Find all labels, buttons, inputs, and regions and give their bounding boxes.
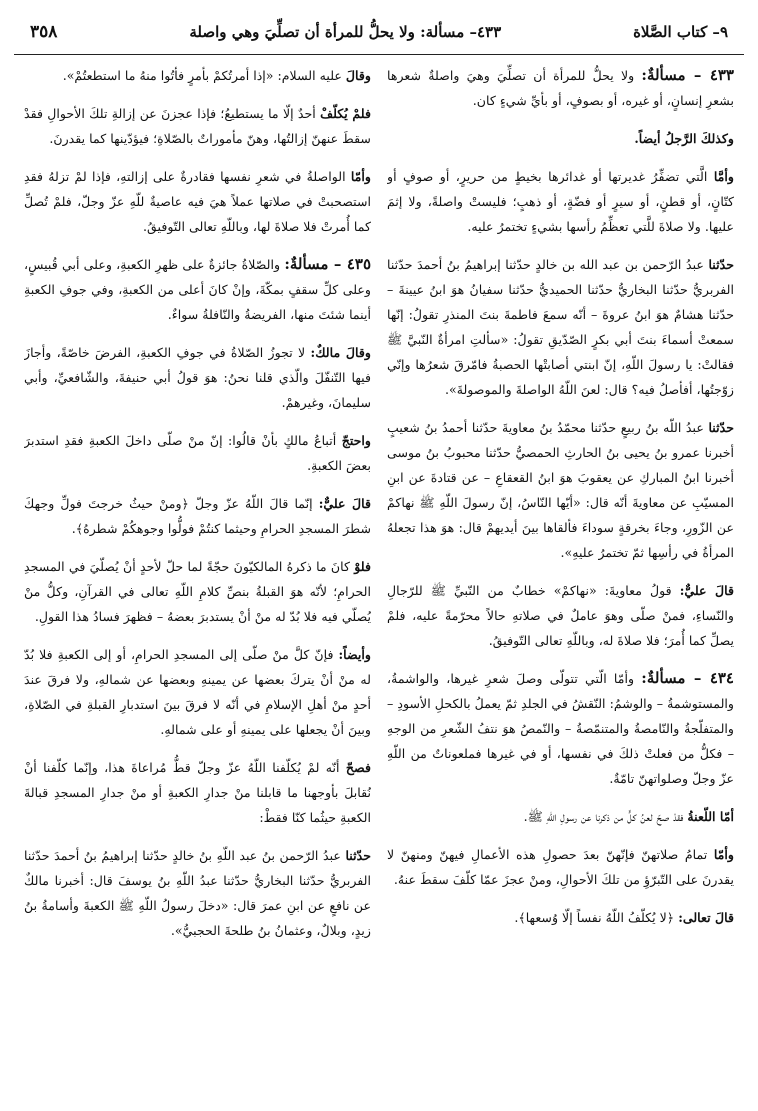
paragraph: قالَ عليٌّ: إنّما قالَ اللّهُ عزّ وجلّ ﴿ومنْ حيثُ خرجتَ فولِّ وجهكَ شطرَ المسجدِ الحرامِ وحيثما كنتُمْ فولُّوا وجوهكُمْ شطرهُ﴾. xyxy=(24,496,371,536)
paragraph: وأمّا الواصلةُ في شعرِ نفسها فقادرةٌ على إزالتهِ، فإذا لمْ تزلهُ فقدِ استصحبتْ في صلاتها عملاً هيَ فيه عاصيةٌ للّهِ عزّ وجلّ، فلمْ تُصلِّ كما أُمرتْ فلا صلاةَ لها، وباللّهِ تعالى التّوفيقُ. xyxy=(24,169,371,234)
left-column xyxy=(24,63,371,1103)
paragraph: وأمَّا الَّتي تضفِّرُ غديرتها أو غدائرها بخيطٍ من حريرٍ، أو صوفٍ أو كتّانٍ، أو قطنٍ، أو سيرٍ أو فضّةٍ، أو ذهبٍ؛ فليستْ واصلةً، ولا إثمَ عليها. ولا صلاةَ للَّتي تعظِّمُ رأسها بشيءٍ تختمرُ عليه. xyxy=(387,169,734,234)
paragraph: فصحّ أنّه لمْ يُكلّفنا اللّهُ عزّ وجلّ قطُّ مُراعاةَ هذا، وإنّما كلّفنا أنْ نُقابلَ بأوجهنا ما قابلنا منْ جدارِ الكعبةِ أو منْ جدارِ المسجدِ قبالةَ الكعبةِ حيثُما كنّا فقطْ: xyxy=(24,760,371,825)
paragraph: ٤٣٥ – مسألةٌ: والصّلاةُ جائزةٌ على ظهرِ الكعبةِ، وعلى أبي قُبيسٍ، وعلى كلِّ سقفٍ بمكّةَ، وإنْ كانَ أعلى من الكعبةِ، وفي جوفِ الكعبةِ أينما شئتَ منها، الفريضةُ والنّافلةُ سواءٌ. xyxy=(24,255,371,322)
paragraph: ٤٣٤ – مسألةٌ: وأمّا الّتي تتولّى وصلَ شعرِ غيرها، والواشمةُ، والمستوشمةُ – والوشمُ: النّقشُ في الجلدِ ثمّ يعملُ بالكحلِ الأسودِ – والمتفلّجةُ والنّامصةُ والمتنمّصةُ – والنّمصُ هوَ نتفُ الشّعرِ من الوجهِ – فكلُّ من فعلتْ ذلكَ في نفسها، أو في غيرها فملعوناتٌ من اللّهِ عزّ وجلّ وصلواتهنّ تامّةٌ. xyxy=(387,669,734,786)
paragraph: أمّا اللّعنةُ فقدْ صحّ لعنُ كلٍّ من ذكرنا عن رسولِ اللّهِ ﷺ. xyxy=(523,809,734,824)
running-header xyxy=(14,10,744,55)
paragraph: ٤٣٣ – مسألةٌ: ولا يحلُّ للمرأة أن تصلِّيَ وهيَ واصلةٌ شعرها بشعرِ إنسانٍ، أو غيره، أو بصوفٍ، أو بأيِّ شيءٍ كان. xyxy=(387,66,734,108)
paragraph: فلمْ يُكلّفْ أحدٌ إلّا ما يستطيعُ؛ فإذا عجزنَ عن إزالةِ تلكَ الأحوالِ فقدْ سقطَ عنهنّ إزالتُها، وهنّ مأموراتٌ بالصّلاةِ؛ فيؤدّينها كما يقدرنَ. xyxy=(24,106,371,146)
section-title: ٤٣٣– مسألة: ولا يحلُّ للمرأة أن تصلِّيَ وهي واصلة xyxy=(189,23,502,41)
hadith-paragraph: حدّثنا عبدُ اللّه بنُ ربيعٍ حدّثنا محمّدُ بنُ معاويةَ حدّثنا أحمدُ بنُ شعيبٍ أخبرنا عمرو بنُ يحيى بنُ الحارثِ الحمصيُّ حدّثنا محبوبُ بنُ موسى أخبرنا ابنُ المباركِ عن يعقوبَ هوَ ابنُ القعقاعِ – عن قتادةَ عن ابنِ المسيّبِ عن معاويةَ أنّه قال: «أيّها النّاسُ، إنّ رسولَ اللّهِ ﷺ نهاكمْ عن الزّورِ، وجاءَ بخرقةٍ سوداءَ فألقاها بينَ أيديهمْ قال: هوَ هذا تجعلهُ المرأةُ في رأسِها ثمّ تختمرُ عليهِ». xyxy=(387,420,734,560)
paragraph: قالَ عليٌّ: قولُ معاويةَ: «نهاكمْ» خطابٌ من النّبيِّ ﷺ للرّجالِ والنّساءِ، فمنْ صلّى وهوَ عاملٌ في صلاتهِ حالاً محرّمةً عليه، فلمْ يصلِّ كما أُمرَ؛ فلا صلاةَ له، وباللّهِ تعالى التّوفيقُ. xyxy=(387,583,734,648)
paragraph: وأمّا تمامُ صلاتهنّ فإنّهنّ بعدَ حصولِ هذه الأعمالِ فيهنّ ومنهنّ لا يقدرنَ على التّبرّؤِ من تلكَ الأحوالِ، ومنْ عجزَ عمّا كلّفَ سقطَ عنهُ. xyxy=(387,847,734,887)
hadith-paragraph: حدّثنا عبدُ الرّحمن بن عبد الله بن خالدٍ حدّثنا إبراهيمُ بنُ أحمدَ حدّثنا الفربريُّ حدّثنا البخاريُّ حدّثنا الحميديُّ حدّثنا سفيانُ هوَ ابنُ عيينةَ – حدّثنا هشامٌ هوَ ابنُ عروةَ – أنّه سمعَ فاطمةَ بنتَ المنذرِ تقولُ: إنّها سمعتْ أسماءَ بنتَ أبي بكرٍ الصّدّيقِ تقولُ: «سألتِ امرأةٌ النّبيَّ ﷺ فقالتْ: يا رسولَ اللّهِ، إنّ ابنتي أصابتْها الحصبةُ فامّرقَ شعرُها وإنّي زوّجتُها، أفأصلُ فيه؟ قال: لعنَ اللّهُ الواصلةَ والموصولةَ». xyxy=(387,257,734,397)
right-column xyxy=(387,63,734,1103)
paragraph: فلوْ كانَ ما ذكرهُ المالكيّونَ حجّةً لما حلّ لأحدٍ أنْ يُصلّيَ في المسجدِ الحرامِ؛ لأنّه هوَ القبلةُ بنصِّ كلامِ اللّهِ تعالى في القرآنِ، وكلُّ منْ يُصلّي فيه فلا بُدّ له منْ أنْ يستدبرَ بعضهُ – فظهرَ فسادُ هذا القولِ. xyxy=(24,559,371,624)
paragraph: وأيضاً: فإنّ كلَّ منْ صلّى إلى المسجدِ الحرامِ، أو إلى الكعبةِ فلا بُدّ له منْ أنْ يتركَ بعضها عن يمينهِ وبعضها عن شمالهِ، ولا فرقَ عندَ أحدٍ منْ أهلِ الإسلامِ في أنّه لا فرقَ بينَ استدبارِ القبلةِ في الصّلاةِ، وبينَ أنْ يجعلها على يمينهِ أو على شمالهِ. xyxy=(24,647,371,737)
book-title: ٩– كتاب الصَّلاة xyxy=(633,23,728,41)
paragraph: قالَ تعالى: ﴿لا يُكلّفُ اللّهُ نفساً إلّا وُسعها﴾. xyxy=(514,910,734,925)
paragraph: وقالَ عليه السلام: «إذا أمرتُكمْ بأمرٍ فأتُوا منهُ ما استطعتُمْ». xyxy=(62,68,371,83)
page-number: ٣٥٨ xyxy=(30,22,58,42)
paragraph: وكذلكَ الرَّجلُ أيضاً. xyxy=(634,131,734,146)
paragraph: وقالَ مالكٌ: لا تجوزُ الصّلاةُ في جوفِ الكعبةِ، الفرضَ خاصّةً، وأجازَ فيها التّنفّلَ والّذي قلنا نحنُ: هوَ قولُ أبي حنيفةَ، والشّافعيِّ، وأبي سليمانَ، وغيرهمْ. xyxy=(24,345,371,410)
text-columns xyxy=(14,55,744,1103)
hadith-paragraph: حدّثنا عبدُ الرّحمن بنُ عبد اللّهِ بنُ خالدٍ حدّثنا إبراهيمُ بنُ أحمدَ حدّثنا الفربريُّ حدّثنا البخاريُّ حدّثنا عبدُ اللّهِ بنُ يوسفَ قال: أخبرنا مالكٌ عن نافعٍ عن ابنِ عمرَ قال: «دخلَ رسولُ اللّهِ ﷺ الكعبةَ وأسامةُ بنُ زيدٍ، وبلالٌ، وعثمانُ بنُ طلحةَ الحجبيُّ». xyxy=(24,848,371,938)
paragraph: واحتجّ أتباعُ مالكٍ بأنْ قالُوا: إنّ منْ صلّى داخلَ الكعبةِ فقدِ استدبرَ بعضَ الكعبةِ. xyxy=(24,433,371,473)
